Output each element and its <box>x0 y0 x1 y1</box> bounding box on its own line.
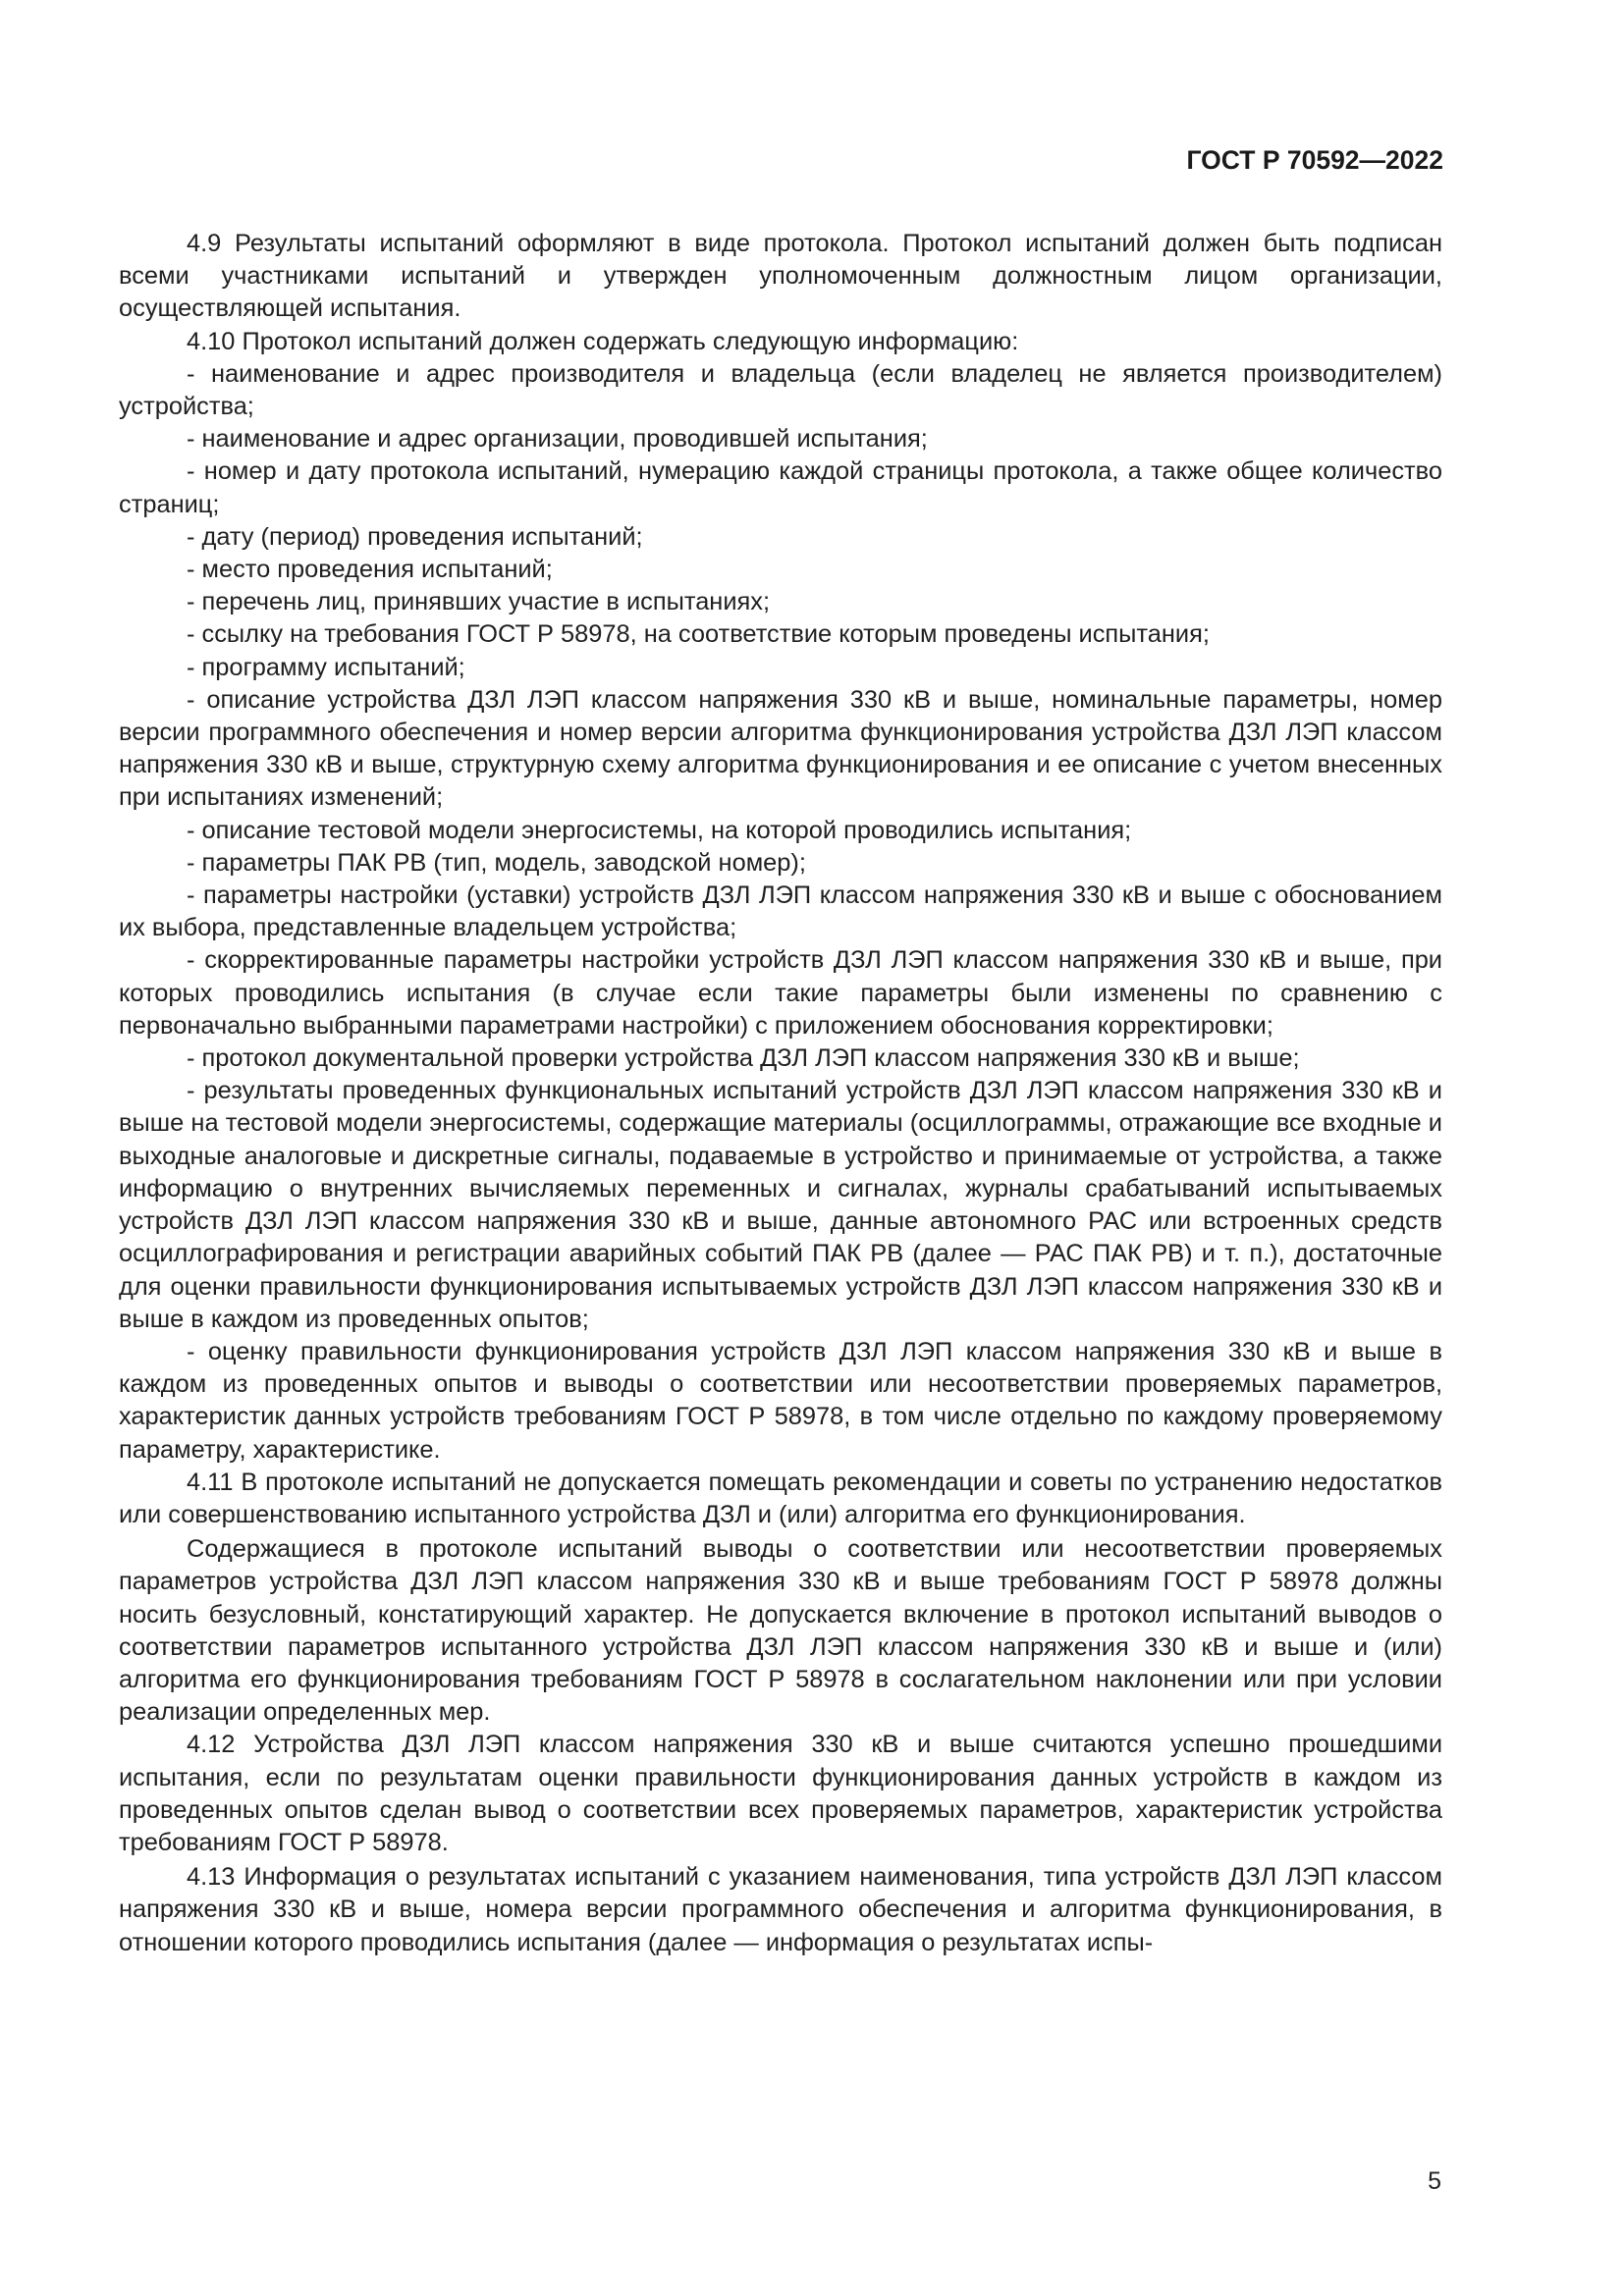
clause-4-10: 4.10 Протокол испытаний должен содержать следующую информацию: <box>187 327 1019 355</box>
list-item: - место проведения испытаний; <box>187 556 553 584</box>
list-item: - параметры ПАК РВ (тип, модель, заводской номер); <box>187 848 806 877</box>
list-item: - дату (период) проведения испытаний; <box>187 522 643 551</box>
list-item: - номер и дату протокола испытаний, нумерацию каждой страницы протокола, а также общее количество страниц; <box>119 457 1442 518</box>
body-paragraph: Содержащиеся в протоколе испытаний выводы о соответствии или несоответствии проверяемых параметров устройства ДЗЛ ЛЭП классом напряжения 330 кВ и выше требованиям ГОСТ Р 58978 должны носить безусловный, констатирующий характер. Не допускается включение в протокол испытаний выводов о соответствии параметров испытанного устройства ДЗЛ ЛЭП классом напряжения 330 кВ и выше и (или) алгоритма его функционирования требованиям ГОСТ Р 58978 в сослагательном наклонении или при условии реализации определенных мер. <box>119 1535 1442 1727</box>
list-item: - наименование и адрес организации, проводившей испытания; <box>187 425 928 454</box>
list-item: - оценку правильности функционирования устройств ДЗЛ ЛЭП классом напряжения 330 кВ и выше в каждом из проведенных опытов и выводы о соответствии или несоответствии проверяемых параметров, характеристик данных устройств требованиям ГОСТ Р 58978, в том числе отдельно по каждому проверяемому параметру, характеристике. <box>119 1337 1442 1464</box>
list-item: - перечень лиц, принявших участие в испытаниях; <box>187 588 771 616</box>
document-body <box>119 228 1442 1959</box>
list-item: - описание устройства ДЗЛ ЛЭП классом напряжения 330 кВ и выше, номинальные параметры, номер версии программного обеспечения и номер версии алгоритма функционирования устройства ДЗЛ ЛЭП классом напряжения 330 кВ и выше, структурную схему алгоритма функционирования и ее описание с учетом внесенных при испытаниях изменений; <box>119 685 1442 812</box>
list-item: - протокол документальной проверки устройства ДЗЛ ЛЭП классом напряжения 330 кВ и выше; <box>187 1044 1300 1073</box>
clause-4-12: 4.12 Устройства ДЗЛ ЛЭП классом напряжения 330 кВ и выше считаются успешно прошедшими испытания, если по результатам оценки правильности функционирования данных устройств в каждом из проведенных опытов сделан вывод о соответствии всех проверяемых параметров, характеристик устройства требованиям ГОСТ Р 58978. <box>119 1731 1442 1856</box>
list-item: - результаты проведенных функциональных испытаний устройств ДЗЛ ЛЭП классом напряжения 330 кВ и выше на тестовой модели энергосистемы, содержащие материалы (осциллограммы, отражающие все входные и выходные аналоговые и дискретные сигналы, подаваемые в устройство и принимаемые от устройства, а также информацию о внутренних вычисляемых переменных и сигналах, журналы срабатываний испытываемых устройств ДЗЛ ЛЭП классом напряжения 330 кВ и выше, данные автономного РАС или встроенных средств осциллографирования и регистрации аварийных событий ПАК РВ (далее — РАС ПАК РВ) и т. п.), достаточные для оценки правильности функционирования испытываемых устройств ДЗЛ ЛЭП классом напряжения 330 кВ и выше в каждом из проведенных опытов; <box>119 1077 1442 1333</box>
document-code: ГОСТ Р 70592—2022 <box>1186 145 1443 175</box>
list-item: - параметры настройки (уставки) устройств ДЗЛ ЛЭП классом напряжения 330 кВ и выше с обоснованием их выбора, представленные владельцем устройства; <box>119 881 1442 942</box>
list-item: - описание тестовой модели энергосистемы, на которой проводились испытания; <box>187 816 1132 844</box>
list-item: - программу испытаний; <box>187 653 465 681</box>
clause-4-11: 4.11 В протоколе испытаний не допускается помещать рекомендации и советы по устранению недостатков или совершенствованию испытанного устройства ДЗЛ и (или) алгоритма его функционирования. <box>119 1468 1442 1528</box>
page-number: 5 <box>1428 2167 1441 2195</box>
list-item: - ссылку на требования ГОСТ Р 58978, на соответствие которым проведены испытания; <box>187 620 1210 649</box>
list-item: - скорректированные параметры настройки устройств ДЗЛ ЛЭП классом напряжения 330 кВ и выше, при которых проводились испытания (в случае если такие параметры были изменены по сравнению с первоначально выбранными параметрами настройки) с приложением обоснования корректировки; <box>119 946 1442 1040</box>
clause-4-13: 4.13 Информация о результатах испытаний с указанием наименования, типа устройств ДЗЛ ЛЭП классом напряжения 330 кВ и выше, номера версии программного обеспечения и алгоритма функционирования, в отношении которого проводились испытания (далее — информация о результатах испы- <box>119 1863 1442 1956</box>
list-item: - наименование и адрес производителя и владельца (если владелец не является производителем) устройства; <box>119 359 1442 421</box>
clause-4-9: 4.9 Результаты испытаний оформляют в виде протокола. Протокол испытаний должен быть подписан всеми участниками испытаний и утвержден уполномоченным должностным лицом организации, осуществляющей испытания. <box>119 230 1442 323</box>
